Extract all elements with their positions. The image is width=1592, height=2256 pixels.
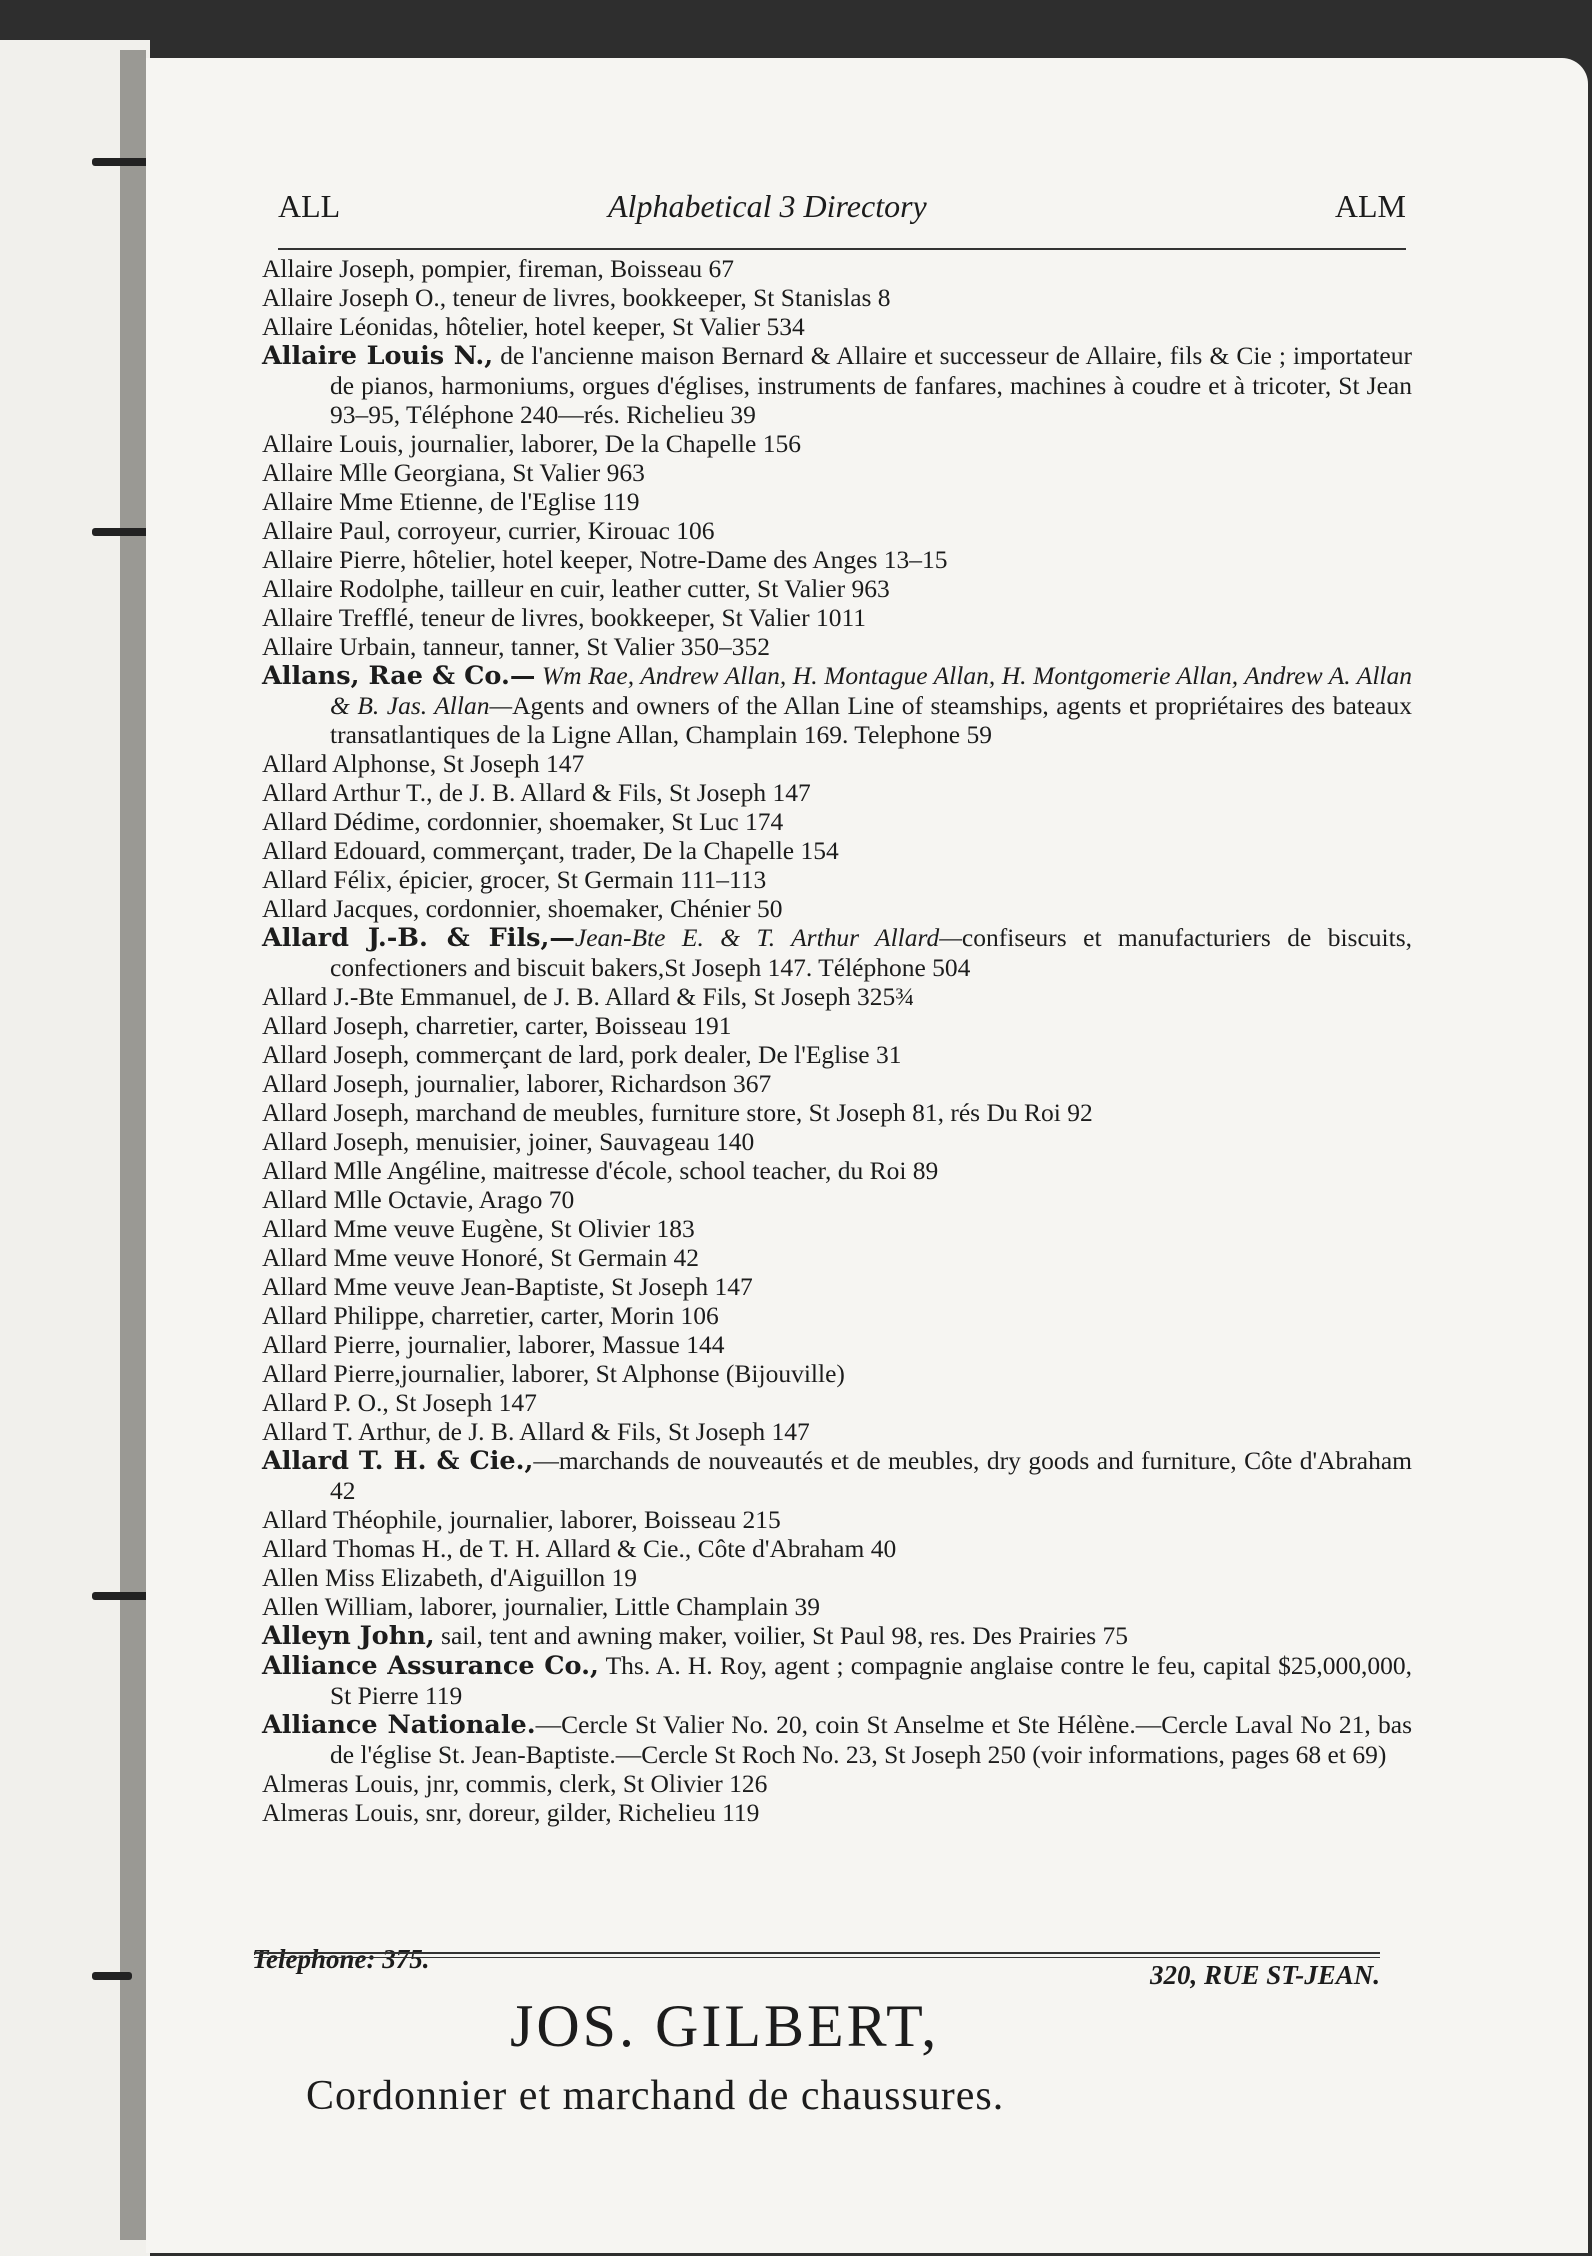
entry-details: journalier, laborer, Boisseau 215 bbox=[442, 1505, 781, 1534]
directory-entry bbox=[262, 516, 1412, 545]
entry-name: Allard Philippe, bbox=[262, 1301, 425, 1330]
entry-name: Allard Mme veuve Honoré, bbox=[262, 1243, 544, 1272]
entry-details: journalier, laborer, St Alphonse (Bijouville) bbox=[400, 1359, 845, 1388]
entry-name: Allard Arthur T., bbox=[262, 778, 433, 807]
directory-entry bbox=[262, 1243, 1412, 1272]
entry-name: Allaire Trefflé, bbox=[262, 603, 415, 632]
entry-name: Allard Théophile, bbox=[262, 1505, 443, 1534]
directory-entry bbox=[262, 1214, 1412, 1243]
entry-name: Allard Joseph, bbox=[262, 1011, 410, 1040]
entry-details: doreur, gilder, Richelieu 119 bbox=[462, 1798, 760, 1827]
entry-details: d'Aiguillon 19 bbox=[483, 1563, 638, 1592]
entry-details: teneur de livres, bookkeeper, St Stanislas 8 bbox=[446, 283, 891, 312]
directory-entry bbox=[262, 1040, 1412, 1069]
entry-details: St Germain 42 bbox=[543, 1243, 699, 1272]
directory-entry bbox=[262, 1098, 1412, 1127]
ad-divider bbox=[254, 1952, 1380, 1958]
entry-details: cordonnier, shoemaker, St Luc 174 bbox=[420, 807, 784, 836]
entry-name: Allard Jacques, bbox=[262, 894, 420, 923]
entry-name: Allard Mme veuve Jean-Baptiste, bbox=[262, 1272, 605, 1301]
entry-details: tanneur, tanner, St Valier 350–352 bbox=[416, 632, 771, 661]
directory-entry bbox=[262, 487, 1412, 516]
directory-entry bbox=[262, 1388, 1412, 1417]
entry-name: Allen William, bbox=[262, 1592, 414, 1621]
directory-entry bbox=[262, 1156, 1412, 1185]
entry-details: confiseurs et manufacturiers de biscuits, confectioners and biscuit bakers,St Joseph 147. Téléphone 504 bbox=[330, 923, 1413, 982]
entry-name: Allaire Paul, bbox=[262, 516, 391, 545]
entry-details: épicier, grocer, St Germain 111–113 bbox=[392, 865, 767, 894]
entry-name: Allard Mlle Octavie, bbox=[262, 1185, 474, 1214]
ad-telephone: Telephone: 375. bbox=[252, 1944, 430, 1974]
entry-details: laborer, journalier, Little Champlain 39 bbox=[413, 1592, 821, 1621]
header-title: Alphabetical 3 Directory bbox=[608, 188, 927, 224]
directory-entry bbox=[262, 1769, 1412, 1798]
page-header bbox=[278, 188, 1406, 250]
entry-name: Allaire Louis, bbox=[262, 429, 404, 458]
entry-name: Allaire Pierre, bbox=[262, 545, 407, 574]
spine-shadow bbox=[120, 50, 146, 2240]
entry-details: journalier, laborer, Richardson 367 bbox=[409, 1069, 772, 1098]
entry-name: Allard Joseph, bbox=[262, 1040, 410, 1069]
entry-bold-name: Allard T. H. & Cie., bbox=[262, 1446, 534, 1476]
entry-details: commerçant de lard, pork dealer, De l'Eglise 31 bbox=[409, 1040, 902, 1069]
entry-details: pompier, fireman, Boisseau 67 bbox=[414, 254, 735, 283]
directory-entry bbox=[262, 836, 1412, 865]
ad-business-name: JOS. GILBERT, bbox=[510, 1993, 940, 2059]
entry-name: Allaire Joseph O., bbox=[262, 283, 447, 312]
entry-name: Allard T. Arthur, bbox=[262, 1417, 432, 1446]
entry-details: Ths. A. H. Roy, agent ; compagnie anglaise contre le feu, capital $25,000,000, St Pierre 119 bbox=[330, 1651, 1413, 1710]
entry-details: commis, clerk, St Olivier 126 bbox=[459, 1769, 768, 1798]
directory-entry bbox=[262, 1127, 1412, 1156]
directory-entry bbox=[262, 1563, 1412, 1592]
entry-details: journalier, laborer, Massue 144 bbox=[400, 1330, 725, 1359]
directory-entry bbox=[262, 632, 1412, 661]
binding-thread-mark bbox=[92, 158, 150, 166]
directory-entry bbox=[262, 254, 1412, 283]
entry-details: St Joseph 147 bbox=[436, 749, 585, 778]
directory-entry bbox=[262, 807, 1412, 836]
entry-bold-name: Allaire Louis N., bbox=[262, 341, 494, 371]
entry-name: Allard Joseph, bbox=[262, 1127, 410, 1156]
entry-details: St Joseph 147 bbox=[604, 1272, 753, 1301]
entry-bold-name: Allans, Rae & Co.— bbox=[262, 661, 536, 691]
directory-entries bbox=[262, 254, 1412, 1827]
binding-thread-mark bbox=[92, 528, 150, 536]
directory-entry bbox=[262, 1621, 1412, 1651]
entry-name: Allaire Mme Etienne, bbox=[262, 487, 484, 516]
entry-details: —marchands de nouveautés et de meubles, dry goods and furniture, Côte d'Abraham 42 bbox=[330, 1446, 1413, 1505]
directory-entry bbox=[262, 458, 1412, 487]
entry-details: journalier, laborer, De la Chapelle 156 bbox=[403, 429, 801, 458]
entry-name: Allard Félix, bbox=[262, 865, 393, 894]
directory-entry bbox=[262, 865, 1412, 894]
entry-partners: Jean-Bte E. & T. Arthur Allard— bbox=[574, 923, 962, 952]
directory-entry bbox=[262, 341, 1412, 429]
entry-name: Allard Thomas H., bbox=[262, 1534, 453, 1563]
entry-name: Allaire Léonidas, bbox=[262, 312, 440, 341]
directory-entry bbox=[262, 1710, 1412, 1769]
directory-entry bbox=[262, 1069, 1412, 1098]
entry-name: Allard Edouard, bbox=[262, 836, 427, 865]
directory-entry bbox=[262, 894, 1412, 923]
directory-entry bbox=[262, 1301, 1412, 1330]
entry-name: Allard Joseph, bbox=[262, 1098, 410, 1127]
entry-details: de T. H. Allard & Cie., Côte d'Abraham 40 bbox=[452, 1534, 897, 1563]
directory-entry bbox=[262, 574, 1412, 603]
entry-name: Allard Pierre, bbox=[262, 1330, 401, 1359]
directory-entry bbox=[262, 1185, 1412, 1214]
entry-details: sail, tent and awning maker, voilier, St Paul 98, res. Des Prairies 75 bbox=[434, 1621, 1129, 1650]
entry-name: Allard J.-Bte Emmanuel, bbox=[262, 982, 517, 1011]
entry-details: charretier, carter, Morin 106 bbox=[424, 1301, 719, 1330]
entry-name: Almeras Louis, snr, bbox=[262, 1798, 463, 1827]
directory-entry bbox=[262, 1592, 1412, 1621]
directory-entry bbox=[262, 545, 1412, 574]
directory-entry bbox=[262, 1651, 1412, 1710]
entry-details: de l'Eglise 119 bbox=[483, 487, 640, 516]
entry-name: Allaire Rodolphe, bbox=[262, 574, 445, 603]
entry-name: Allen Miss Elizabeth, bbox=[262, 1563, 484, 1592]
directory-entry bbox=[262, 1446, 1412, 1505]
directory-entry bbox=[262, 982, 1412, 1011]
entry-details: teneur de livres, bookkeeper, St Valier 1011 bbox=[414, 603, 866, 632]
entry-details: commerçant, trader, De la Chapelle 154 bbox=[426, 836, 839, 865]
ad-address: 320, RUE ST-JEAN. bbox=[1149, 1960, 1380, 1990]
entry-details: Arago 70 bbox=[473, 1185, 575, 1214]
directory-entry bbox=[262, 429, 1412, 458]
entry-bold-name: Alliance Nationale. bbox=[262, 1710, 536, 1740]
entry-name: Allaire Joseph, bbox=[262, 254, 415, 283]
directory-entry bbox=[262, 1272, 1412, 1301]
directory-entry bbox=[262, 923, 1412, 982]
entry-details: St Joseph 147 bbox=[388, 1388, 537, 1417]
directory-entry bbox=[262, 661, 1412, 749]
directory-entry bbox=[262, 312, 1412, 341]
entry-details: hôtelier, hotel keeper, St Valier 534 bbox=[439, 312, 805, 341]
entry-details: cordonnier, shoemaker, Chénier 50 bbox=[419, 894, 783, 923]
directory-entry bbox=[262, 749, 1412, 778]
entry-name: Allard Alphonse, bbox=[262, 749, 437, 778]
directory-entry bbox=[262, 1417, 1412, 1446]
entry-partners: Wm Rae, Andrew Allan, H. Montague Allan, H. Montgomerie Allan, Andrew A. Allan & B. Jas. Allan— bbox=[330, 661, 1412, 720]
entry-name: Allard Pierre, bbox=[262, 1359, 401, 1388]
entry-details: de l'ancienne maison Bernard & Allaire et successeur de Allaire, fils & Cie ; importateur de pianos, harmoniums, orgues d'églises, instruments de fanfares, machines à coudre et à tricoter, St Jean 93–95, Téléphone 240—rés. Richelieu 39 bbox=[330, 341, 1412, 429]
directory-entry bbox=[262, 603, 1412, 632]
entry-details: charretier, carter, Boisseau 191 bbox=[409, 1011, 732, 1040]
entry-bold-name: Alliance Assurance Co., bbox=[262, 1651, 599, 1681]
directory-entry bbox=[262, 778, 1412, 807]
entry-details: Agents and owners of the Allan Line of steamships, agents et propriétaires des bateaux transatlantiques de la Ligne Allan, Champlain 169. Telephone 59 bbox=[330, 691, 1412, 749]
entry-details: menuisier, joiner, Sauvageau 140 bbox=[409, 1127, 755, 1156]
ad-trade-description: Cordonnier et marchand de chaussures. bbox=[306, 2073, 1005, 2119]
binding-thread-mark bbox=[92, 1972, 132, 1980]
entry-details: —Cercle St Valier No. 20, coin St Anselme et Ste Hélène.—Cercle Laval No 21, bas de l'église St. Jean-Baptiste.—Cercle St Roch No. 23, St Joseph 250 (voir informations, pages 68 et 69) bbox=[330, 1710, 1412, 1769]
entry-details: hôtelier, hotel keeper, Notre-Dame des Anges 13–15 bbox=[406, 545, 948, 574]
directory-entry bbox=[262, 1330, 1412, 1359]
entry-name: Allard Mme veuve Eugène, bbox=[262, 1214, 544, 1243]
entry-name: Allard Dédime, bbox=[262, 807, 421, 836]
entry-details: de J. B. Allard & Fils, St Joseph 147 bbox=[432, 778, 811, 807]
entry-details: marchand de meubles, furniture store, St Joseph 81, rés Du Roi 92 bbox=[409, 1098, 1093, 1127]
entry-details: de J. B. Allard & Fils, St Joseph 325¾ bbox=[516, 982, 915, 1011]
directory-entry bbox=[262, 1359, 1412, 1388]
entry-name: Allard Joseph, bbox=[262, 1069, 410, 1098]
entry-details: tailleur en cuir, leather cutter, St Valier 963 bbox=[444, 574, 890, 603]
entry-name: Allard Mlle Angéline, bbox=[262, 1156, 487, 1185]
entry-name: Allard P. O., bbox=[262, 1388, 389, 1417]
entry-details: corroyeur, currier, Kirouac 106 bbox=[390, 516, 715, 545]
entry-name: Almeras Louis, jnr, bbox=[262, 1769, 460, 1798]
header-left-keyword: ALL bbox=[278, 188, 341, 224]
entry-details: St Olivier 183 bbox=[543, 1214, 695, 1243]
directory-entry bbox=[262, 1505, 1412, 1534]
directory-entry bbox=[262, 283, 1412, 312]
entry-details: St Valier 963 bbox=[505, 458, 645, 487]
header-right-keyword: ALM bbox=[1334, 188, 1406, 224]
directory-entry bbox=[262, 1798, 1412, 1827]
entry-name: Allaire Mlle Georgiana, bbox=[262, 458, 506, 487]
directory-entry bbox=[262, 1011, 1412, 1040]
entry-bold-name: Allard J.-B. & Fils,— bbox=[262, 923, 575, 953]
directory-entry bbox=[262, 1534, 1412, 1563]
binding-thread-mark bbox=[92, 1592, 150, 1600]
entry-name: Allaire Urbain, bbox=[262, 632, 417, 661]
entry-bold-name: Alleyn John, bbox=[262, 1621, 435, 1651]
entry-details: de J. B. Allard & Fils, St Joseph 147 bbox=[431, 1417, 810, 1446]
entry-details: maitresse d'école, school teacher, du Roi 89 bbox=[486, 1156, 939, 1185]
